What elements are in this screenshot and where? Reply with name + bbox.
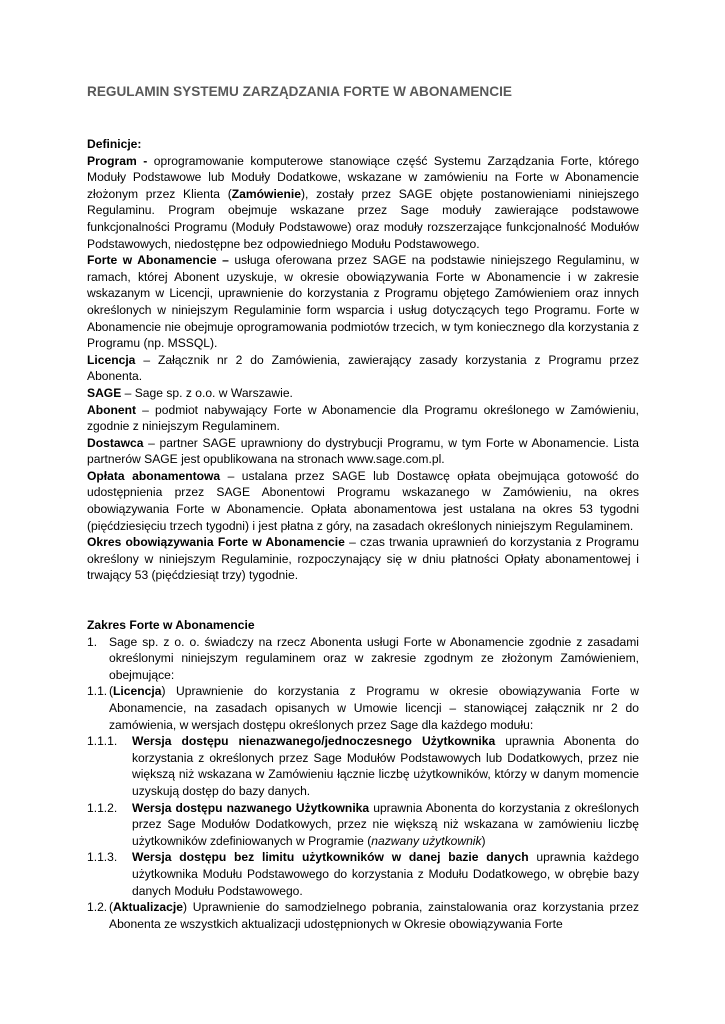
item-number: 1.1.2. (87, 800, 118, 815)
definition-forte: Forte w Abonamencie – usługa oferowana przez SAGE na podstawie niniejszego Regulaminu, w ramach, której Abonent uzyskuje, w okresie obowiązywania Forte w Abonamencie i w zakresie wskazanym w Licencji, uprawnienie do korzystania z Programu objętego Zamówieniem oraz innych określonych w niniejszym Regulaminie form wsparcia i usług dotyczących tego Programu. Forte w Abonamencie nie obejmuje oprogramowania podmiotów trzecich, w tym koniecznego dla korzystania z Programu (np. MSSQL). (87, 253, 639, 351)
definition-abonent: Abonent – podmiot nabywający Forte w Abonamencie dla Programu określonego w Zamówieniu, zgodnie z niniejszym Regulaminem. (87, 402, 639, 434)
item-number: 1.2. (87, 900, 108, 915)
item-text: (Aktualizacje) Uprawnienie do samodzielnego pobrania, zainstalowania oraz korzystania przez Abonenta ze wszystkich aktualizacji udostępnionych w Okresie obowiązywania Forte (109, 900, 639, 931)
definition-term: Licencja (87, 352, 136, 367)
definition-oplata: Opłata abonamentowa – ustalana przez SAGE lub Dostawcę opłata obejmująca gotowość do udostępnienia przez SAGE Abonentowi Programu wskazanego w Zamówieniu, na okres obowiązywania Forte w Abonamencie. Opłata abonamentowa jest ustalana na okres 53 tygodni (pięćdziesięciu trzech tygodni) i jest płatna z góry, na zasadach określonych niniejszym Regulaminem. (87, 468, 640, 533)
definition-term: Abonent (87, 402, 137, 417)
definition-dostawca: Dostawca – partner SAGE uprawniony do dystrybucji Programu, w tym Forte w Abonamencie. Lista partnerów SAGE jest opublikowana na stronach www.sage.com.pl. (87, 435, 639, 467)
item-number: 1.1.1. (87, 734, 118, 749)
definition-term: SAGE (87, 385, 122, 400)
item-text: (Licencja) Uprawnienie do korzystania z Programu w okresie obowiązywania Forte w Abonamencie, na zasadach opisanych w Umowie licencji – stanowiącej załącznik nr 2 do zamówienia, w wersjach dostępu określonych przez Sage dla każdego modułu: (109, 684, 639, 732)
definition-term: Okres obowiązywania Forte w Abonamencie (87, 535, 345, 550)
item-number: 1. (87, 634, 98, 649)
definition-term: Opłata abonamentowa (87, 468, 221, 483)
definition-term: Forte w Abonamencie – (87, 253, 229, 268)
definition-term: Dostawca (87, 435, 144, 450)
document-title: REGULAMIN SYSTEMU ZARZĄDZANIA FORTE W ABONAMENCIE (87, 84, 512, 99)
definition-sage: SAGE – Sage sp. z o.o. w Warszawie. (87, 385, 293, 400)
scope-item-1-1-1 (87, 733, 639, 799)
definition-licencja: Licencja – Załącznik nr 2 do Zamówienia, zawierający zasady korzystania z Programu przez Abonenta. (87, 352, 639, 384)
definitions-heading: Definicje: (87, 137, 142, 151)
document-body (87, 136, 639, 932)
item-text: Wersja dostępu bez limitu użytkowników w danej bazie danych uprawnia każdego użytkownika Modułu Podstawowego do korzystania z Modułu Dodatkowego, w obrębie bazy danych Modułu Podstawowego. (132, 850, 639, 898)
definition-okres: Okres obowiązywania Forte w Abonamencie – czas trwania uprawnień do korzystania z Programu określony w niniejszym Regulaminie, rozpoczynający się w dniu płatności Opłaty abonamentowej i trwający 53 (pięćdziesiąt trzy) tygodnie. (87, 535, 639, 583)
scope-item-1-2 (87, 899, 639, 932)
scope-item-1 (87, 634, 639, 684)
scope-item-1-1-2 (87, 800, 639, 850)
item-text: Wersja dostępu nienazwanego/jednoczesnego Użytkownika uprawnia Abonenta do korzystania z określonych przez Sage Modułów Podstawowych lub Dodatkowych, przez nie większą niż wskazana w Zamówieniu łącznie liczbę użytkowników, którzy w danym momencie uzyskują dostęp do bazy danych. (132, 734, 639, 798)
item-text: Wersja dostępu nazwanego Użytkownika uprawnia Abonenta do korzystania z określonych przez Sage Modułów Dodatkowych, przez nie większą niż wskazana w zamówieniu liczbę użytkowników zdefiniowanych w Programie (nazwany użytkownik) (132, 800, 639, 848)
scope-item-1-1 (87, 683, 639, 733)
definition-program: Program - oprogramowanie komputerowe stanowiące część Systemu Zarządzania Forte, którego Moduły Podstawowe lub Moduły Dodatkowe, wskazane w zamówieniu na Forte w Abonamencie złożonym przez Klienta (Zamówienie), zostały przez SAGE objęte postanowieniami niniejszego Regulaminu. Program obejmuje wskazane przez Sage moduły zawierające podstawowe funkcjonalności Programu (Moduły Podstawowe) oraz moduły rozszerzające funkcjonalność Modułów Podstawowych, niedostępne bez odpowiedniego Modułu Podstawowego. (87, 153, 639, 251)
item-number: 1.1. (87, 684, 108, 699)
item-number: 1.1.3. (87, 850, 118, 865)
scope-item-1-1-3 (87, 849, 639, 899)
scope-heading: Zakres Forte w Abonamencie (87, 618, 255, 633)
item-text: Sage sp. z o. o. świadczy na rzecz Abonenta usługi Forte w Abonamencie zgodnie z zasadami określonymi niniejszym regulaminem oraz w zakresie zgodnym ze złożonym Zamówieniem, obejmujące: (109, 634, 639, 682)
definition-term: Program - (87, 153, 148, 168)
